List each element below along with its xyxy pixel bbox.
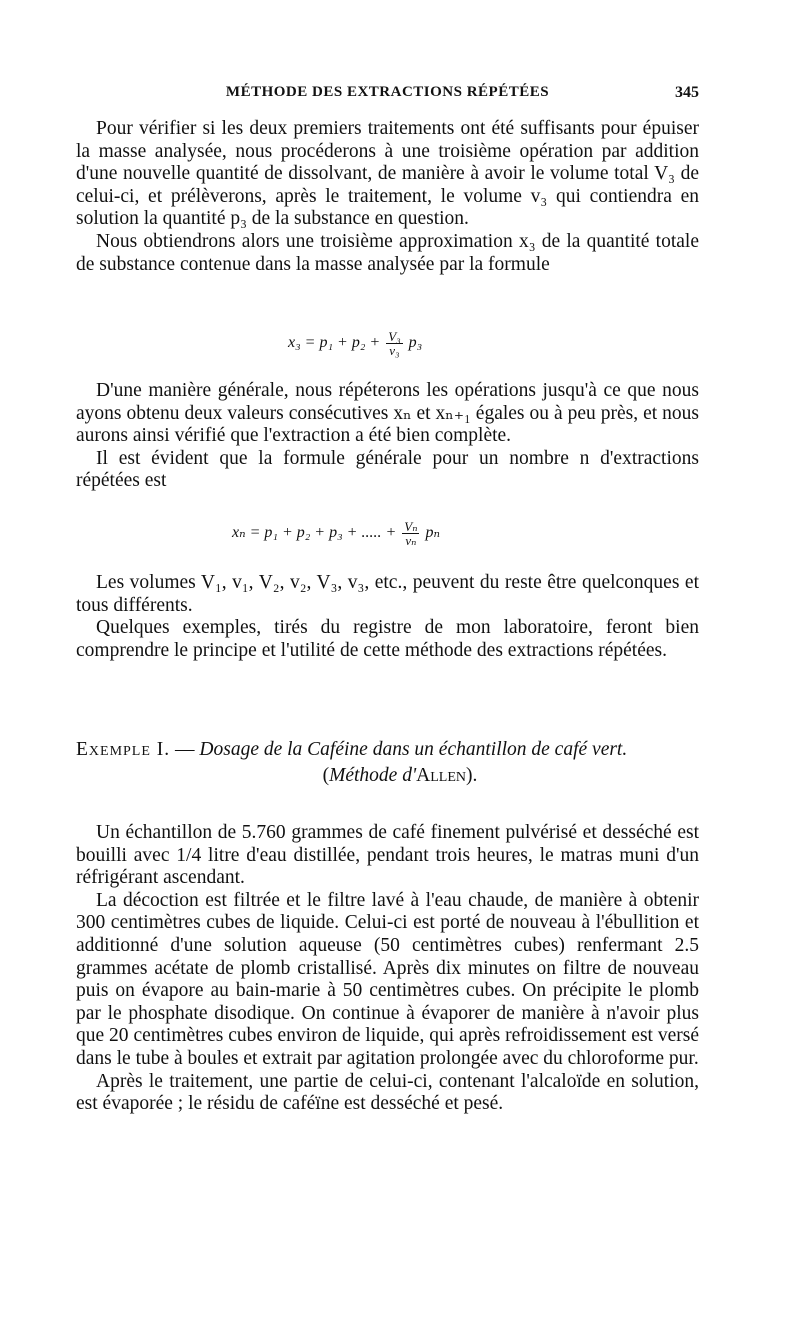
formula-x3-rhs: p₃ bbox=[408, 334, 423, 352]
paragraph-examples: Quelques exemples, tirés du registre de mon laboratoire, feront bien comprendre le principe et l'utilité de cette méthode des extractions répétées. bbox=[76, 617, 699, 661]
formula-xn-denominator: vₙ bbox=[405, 533, 417, 548]
example-title: Dosage de la Caféine dans un échantillon de café vert. bbox=[199, 739, 628, 760]
running-title: MÉTHODE DES EXTRACTIONS RÉPÉTÉES bbox=[225, 84, 550, 100]
text-block-2 bbox=[76, 380, 699, 493]
example-sub-author: Allen bbox=[416, 765, 466, 786]
formula-xn-numerator: Vₙ bbox=[404, 519, 418, 534]
paragraph-verification: Pour vérifier si les deux premiers traitements ont été suffisants pour épuiser la masse analysée, nous procéderons à une troisième opération par addition d'une nouvelle quantité de dissolvant, de manière à avoir le volume total V₃ de celui-ci, et prélèverons, après le traitement, le volume v₃ qui contiendra en solution la quantité p₃ de la substance en question. bbox=[76, 118, 699, 230]
example-sub-open: ( bbox=[322, 765, 330, 786]
text-block-1 bbox=[76, 118, 699, 276]
formula-xn-lhs: xₙ = p₁ + p₂ + p₃ + ..... + bbox=[232, 524, 397, 542]
paragraph-sample: Un échantillon de 5.760 grammes de café finement pulvérisé et desséché est bouilli avec 1/4 litre d'eau distillée, pendant trois heures, le matras muni d'un réfrigérant ascendant. bbox=[76, 822, 699, 889]
example-dash: — bbox=[170, 739, 200, 760]
paragraph-decoction: La décoction est filtrée et le filtre lavé à l'eau chaude, de manière à obtenir 300 centimètres cubes de liquide. Celui-ci est porté de nouveau à l'ébullition et additionné d'une solution aqueuse (50 centimètres cubes) renfermant 2.5 grammes acétate de plomb cristallisé. Après dix minutes on filtre de nouveau puis on évapore au bain-marie à 50 centimètres cubes. On précipite le plomb par le phosphate disodique. On continue à évaporer de manière à n'avoir plus que 20 centimètres cubes environ de liquide, qui après refroidissement est versé dans le tube à boules et extrait par agitation prolongée avec du chloroforme pur. bbox=[76, 889, 699, 1069]
formula-x3-numerator: V₃ bbox=[388, 329, 401, 344]
page-number: 345 bbox=[675, 84, 699, 101]
example-sub-close: ). bbox=[466, 765, 478, 786]
example-label: Exemple I. bbox=[76, 739, 171, 760]
running-header bbox=[76, 84, 699, 108]
paragraph-after-treatment: Après le traitement, une partie de celui-ci, contenant l'alcaloïde en solution, est évaporée ; le résidu de caféïne est desséché et pesé. bbox=[76, 1070, 699, 1115]
example-heading bbox=[76, 736, 699, 764]
formula-x3-lhs: x₃ = p₁ + p₂ + bbox=[288, 334, 381, 352]
paragraph-volumes: Les volumes V₁, v₁, V₂, v₂, V₃, v₃, etc., peuvent du reste être quelconques et tous différents. bbox=[76, 572, 699, 616]
example-sub-method: Méthode d' bbox=[329, 765, 417, 786]
formula-xn-rhs: pₙ bbox=[425, 524, 440, 542]
text-block-3 bbox=[76, 572, 699, 662]
example-subheading bbox=[0, 765, 800, 787]
formula-xn bbox=[232, 520, 440, 547]
text-block-4 bbox=[76, 822, 699, 1116]
formula-x3 bbox=[288, 330, 422, 357]
paragraph-general-formula-intro: Il est évident que la formule générale pour un nombre n d'extractions répétées est bbox=[76, 447, 699, 492]
paragraph-general: D'une manière générale, nous répéterons les opérations jusqu'à ce que nous ayons obtenu deux valeurs consécutives xₙ et xₙ₊₁ égales ou à peu près, et nous aurons ainsi vérifié que l'extraction a été bien complète. bbox=[76, 380, 699, 447]
paragraph-third-approximation: Nous obtiendrons alors une troisième approximation x₃ de la quantité totale de substance contenue dans la masse analysée par la formule bbox=[76, 230, 699, 275]
formula-x3-denominator: v₃ bbox=[389, 343, 400, 358]
formula-x3-fraction bbox=[386, 330, 402, 357]
formula-xn-fraction bbox=[402, 520, 419, 547]
